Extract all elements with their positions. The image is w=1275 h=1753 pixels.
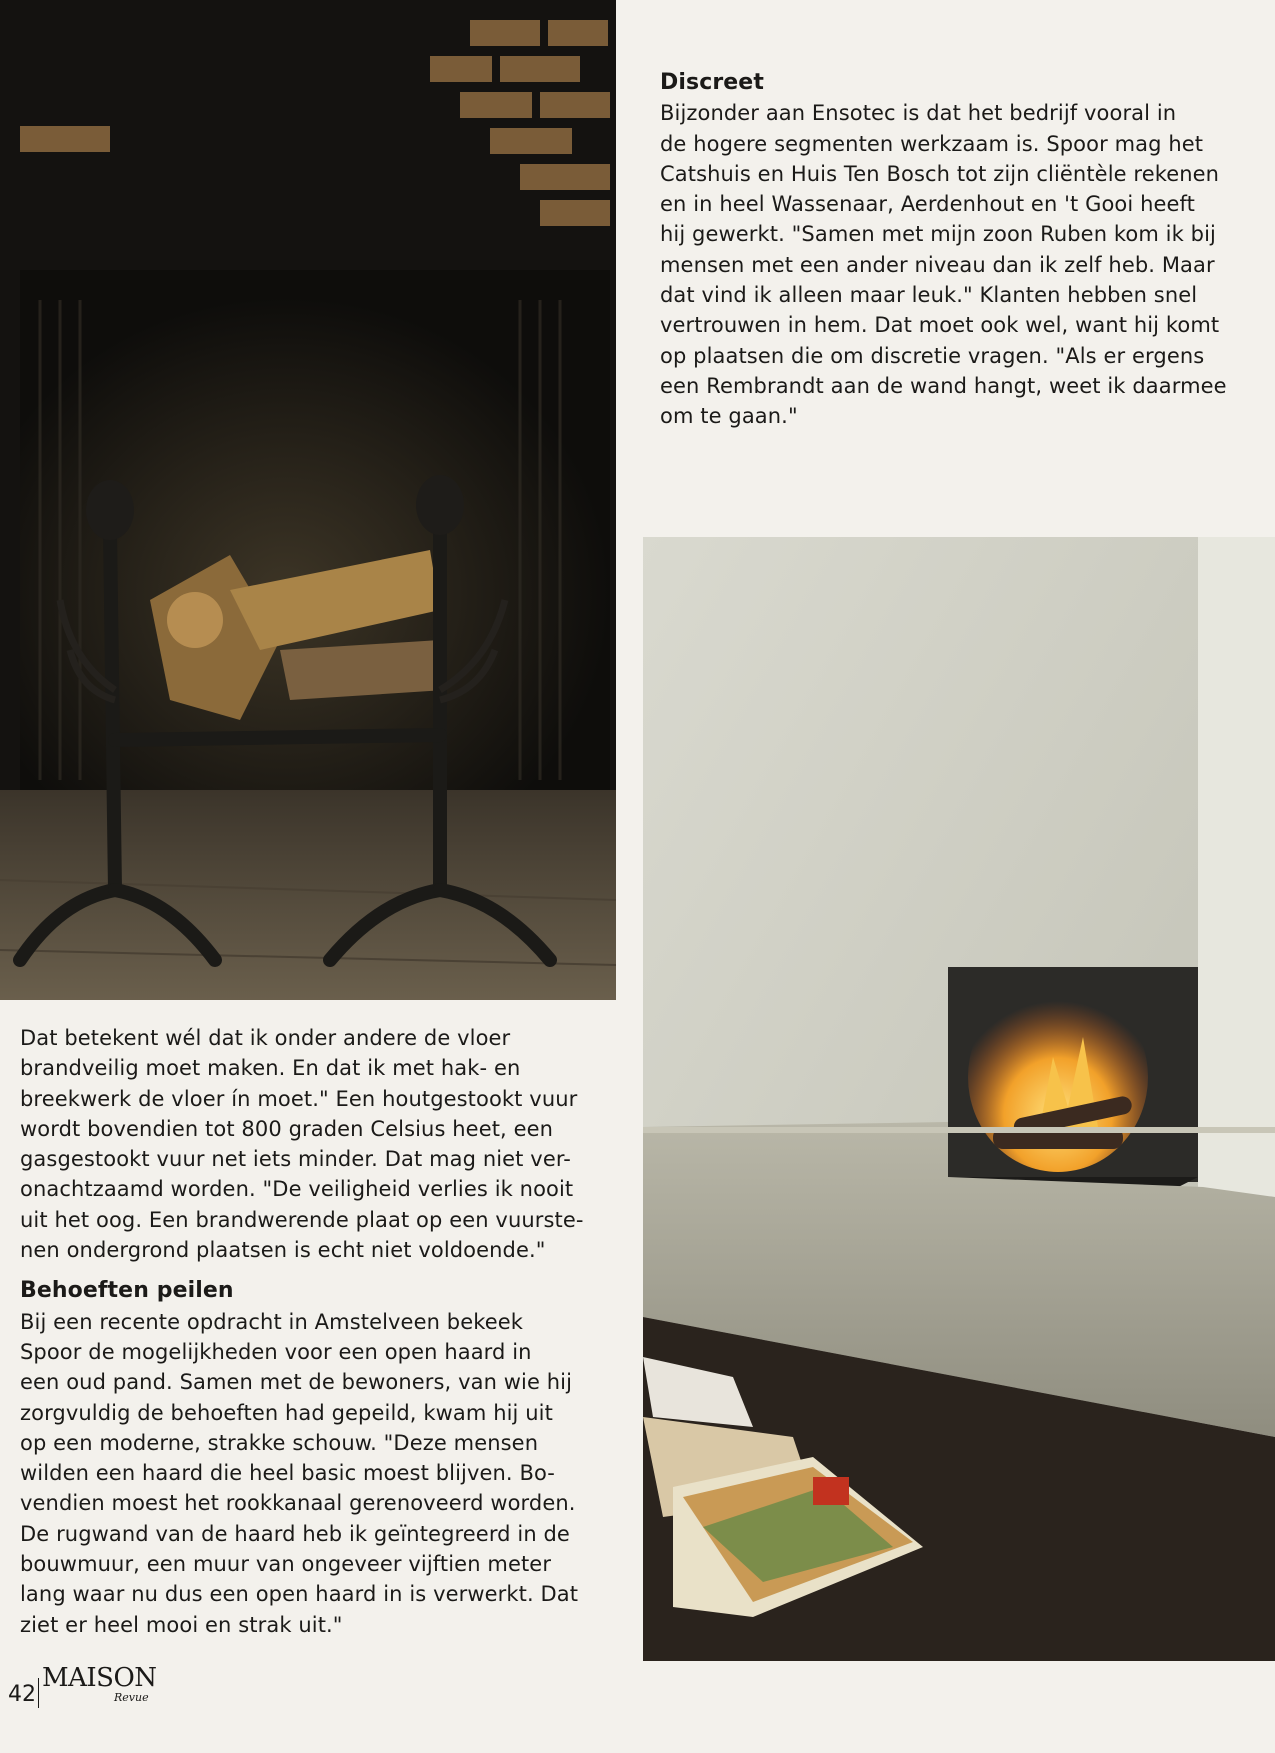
- text-line: om te gaan.": [660, 404, 798, 429]
- section-heading-discreet: Discreet: [660, 70, 764, 95]
- section-heading-behoeften: Behoeften peilen: [20, 1278, 234, 1304]
- logo-sub-text: Revue: [114, 1691, 149, 1704]
- modern-fireplace-photo: [643, 537, 1275, 1661]
- text-line: gasgestookt vuur net iets minder. Dat mag niet ver-: [20, 1147, 571, 1172]
- behoeften-paragraph: [20, 1307, 620, 1640]
- text-line: en in heel Wassenaar, Aerdenhout en 't Gooi heeft: [660, 192, 1195, 217]
- page-footer: [8, 1664, 157, 1708]
- text-line: onachtzaamd worden. "De veiligheid verlies ik nooit: [20, 1177, 574, 1202]
- text-line: de hogere segmenten werkzaam is. Spoor mag het: [660, 131, 1204, 156]
- text-line: op plaatsen die om discretie vragen. "Als er ergens: [660, 343, 1205, 368]
- logo-main-text: MAISON: [42, 1663, 157, 1693]
- text-line: De rugwand van de haard heb ik geïntegreerd in de: [20, 1521, 570, 1546]
- text-line: wilden een haard die heel basic moest blijven. Bo-: [20, 1461, 555, 1486]
- text-line: bouwmuur, een muur van ongeveer vijftien meter: [20, 1552, 552, 1577]
- text-line: Bijzonder aan Ensotec is dat het bedrijf vooral in: [660, 101, 1177, 126]
- text-line: Spoor de mogelijkheden voor een open haard in: [20, 1339, 532, 1364]
- discreet-section: [660, 68, 1260, 432]
- page-number: 42: [8, 1682, 36, 1707]
- text-line: Catshuis en Huis Ten Bosch tot zijn cliëntèle rekenen: [660, 161, 1220, 186]
- antique-fireplace-photo: [0, 0, 616, 1000]
- text-line: vertrouwen in hem. Dat moet ook wel, want hij komt: [660, 313, 1220, 338]
- text-line: een oud pand. Samen met de bewoners, van wie hij: [20, 1370, 573, 1395]
- text-line: hij gewerkt. "Samen met mijn zoon Ruben kom ik bij: [660, 222, 1216, 247]
- left-column-text: [20, 1023, 620, 1640]
- continued-paragraph: [20, 1023, 620, 1265]
- text-line: mensen met een ander niveau dan ik zelf heb. Maar: [660, 252, 1215, 277]
- discreet-paragraph: [660, 98, 1260, 431]
- text-line: dat vind ik alleen maar leuk." Klanten hebben snel: [660, 283, 1198, 308]
- text-line: brandveilig moet maken. En dat ik met hak- en: [20, 1056, 521, 1081]
- text-line: vendien moest het rookkanaal gerenoveerd worden.: [20, 1491, 576, 1516]
- footer-divider: [38, 1678, 39, 1708]
- magazine-logo: [42, 1664, 157, 1708]
- text-line: breekwerk de vloer ín moet." Een houtgestookt vuur: [20, 1086, 578, 1111]
- text-line: zorgvuldig de behoeften had gepeild, kwam hij uit: [20, 1400, 553, 1425]
- text-line: Dat betekent wél dat ik onder andere de vloer: [20, 1026, 511, 1050]
- text-line: een Rembrandt aan de wand hangt, weet ik daarmee: [660, 373, 1227, 398]
- text-line: uit het oog. Een brandwerende plaat op een vuurste-: [20, 1207, 584, 1232]
- text-line: op een moderne, strakke schouw. "Deze mensen: [20, 1430, 539, 1455]
- text-line: lang waar nu dus een open haard in is verwerkt. Dat: [20, 1582, 579, 1607]
- text-line: wordt bovendien tot 800 graden Celsius heet, een: [20, 1116, 554, 1141]
- text-line: Bij een recente opdracht in Amstelveen bekeek: [20, 1309, 524, 1334]
- text-line: nen ondergrond plaatsen is echt niet voldoende.": [20, 1238, 546, 1263]
- text-line: ziet er heel mooi en strak uit.": [20, 1612, 343, 1637]
